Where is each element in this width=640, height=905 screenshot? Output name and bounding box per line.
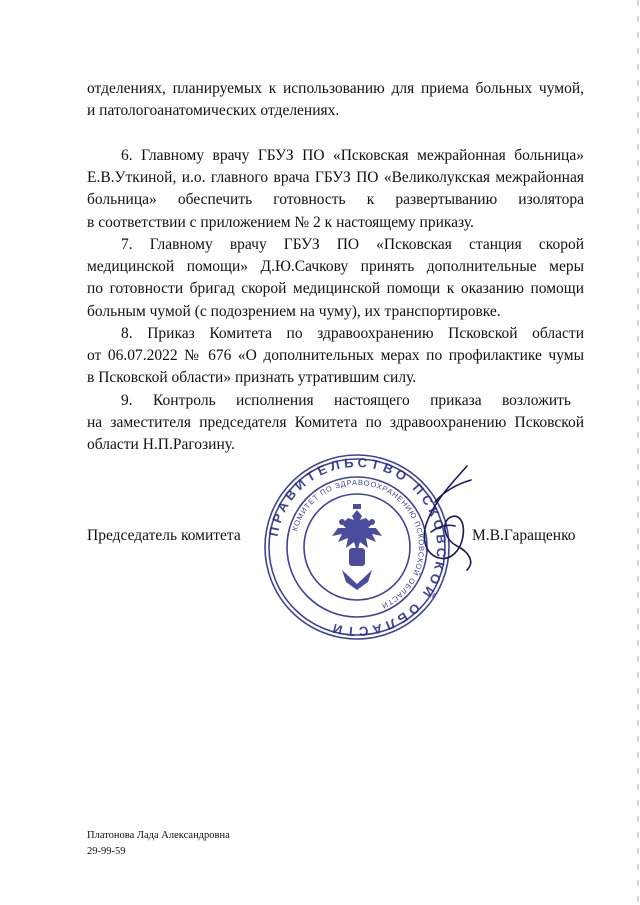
scan-edge-line: [636, 0, 640, 905]
paragraph-item-9: [87, 390, 584, 457]
text-line: медицинской помощи» Д.Ю.Сачкову принять дополнительные меры: [87, 258, 584, 276]
text-line: отделениях, планируемых к использованию для приема больных чумой,: [87, 80, 584, 97]
text-line: в Псковской области» признать утратившим силу.: [87, 369, 417, 387]
text-line: больным чумой (с подозрением на чуму), их транспортировке.: [87, 302, 501, 320]
text-line: больница» обеспечить готовность к развертыванию изолятора: [87, 191, 584, 209]
paragraph-item-6: [87, 145, 584, 234]
paragraph-item-7: [87, 234, 584, 323]
text-line: в соответствии с приложением № 2 к настоящему приказу.: [87, 213, 474, 231]
paragraph-continuation: [87, 78, 584, 122]
executor-phone: 29-99-59: [87, 846, 126, 857]
text-line: Е.В.Уткиной, и.о. главного врача ГБУЗ ПО «Великолукская межрайонная: [87, 169, 584, 187]
text-line: от 06.07.2022 № 676 «О дополнительных мерах по профилактике чумы: [87, 347, 584, 365]
text-line: 8. Приказ Комитета по здравоохранению Псковской области: [121, 325, 584, 342]
coat-of-arms-icon: [332, 504, 382, 590]
text-line: области Н.П.Рагозину.: [87, 436, 235, 454]
text-line: 6. Главному врачу ГБУЗ ПО «Псковская межрайонная больница»: [121, 147, 584, 164]
paragraph-item-8: [87, 323, 584, 390]
signatory-position: Председатель комитета: [87, 527, 241, 544]
text-line: и патологоанатомических отделениях.: [87, 102, 340, 120]
text-line: 9. Контроль исполнения настоящего приказа возложить: [121, 392, 571, 409]
seal-outer-text: ПРАВИТЕЛЬСТВО ПСКОВСКОЙ ОБЛАСТИ: [265, 454, 450, 640]
executor-name: Платонова Лада Александровна: [87, 830, 230, 841]
text-line: 7. Главному врачу ГБУЗ ПО «Псковская станция скорой: [121, 236, 584, 253]
seal-inner-text: КОМИТЕТ ПО ЗДРАВООХРАНЕНИЮ ПСКОВСКОЙ ОБЛАСТИ: [290, 477, 427, 611]
handwritten-signature: [405, 462, 495, 572]
signatory-name: М.В.Гаращенко: [472, 527, 576, 544]
text-line: по готовности бригад скорой медицинской помощи к оказанию помощи: [87, 280, 584, 298]
text-line: на заместителя председателя Комитета по здравоохранению Псковской: [87, 414, 584, 432]
